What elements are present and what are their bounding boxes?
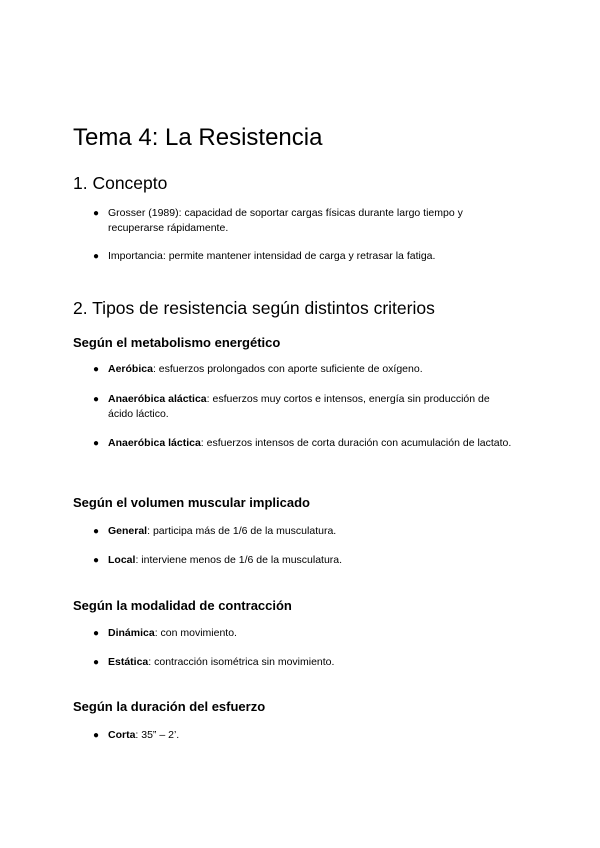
bullet-icon: ● bbox=[93, 555, 100, 566]
list-item-text: Importancia: permite mantener intensidad de carga y retrasar la fatiga. bbox=[108, 250, 436, 262]
bullet-icon: ● bbox=[93, 364, 100, 375]
bullet-icon: ● bbox=[93, 526, 100, 537]
list-item-text: : participa más de 1/6 de la musculatura. bbox=[147, 525, 337, 537]
list-item-text: : con movimiento. bbox=[154, 627, 237, 639]
list-item-text: : 35” – 2’. bbox=[135, 729, 180, 741]
section-heading-tipos: 2. Tipos de resistencia según distintos criterios bbox=[73, 298, 435, 318]
subsection-heading-volumen: Según el volumen muscular implicado bbox=[73, 495, 310, 510]
list-item-term: Estática bbox=[108, 656, 149, 668]
list-item bbox=[73, 655, 513, 670]
list-item-text: : interviene menos de 1/6 de la musculatura. bbox=[135, 554, 343, 566]
bullet-icon: ● bbox=[93, 438, 100, 449]
list-item bbox=[73, 392, 513, 422]
list-item-text: : contracción isométrica sin movimiento. bbox=[148, 656, 335, 668]
list-item bbox=[73, 553, 513, 568]
page-title: Tema 4: La Resistencia bbox=[73, 124, 323, 151]
list-item-term: Dinámica bbox=[108, 627, 155, 639]
list-item-term: Anaeróbica aláctica bbox=[108, 393, 207, 405]
bullet-icon: ● bbox=[93, 208, 100, 219]
subsection-heading-duracion: Según la duración del esfuerzo bbox=[73, 699, 266, 714]
list-item bbox=[73, 249, 513, 264]
list-item-term: Aeróbica bbox=[108, 363, 153, 375]
list-item-text: Grosser (1989): capacidad de soportar cargas físicas durante largo tiempo y recuperarse rápidamente. bbox=[108, 207, 463, 234]
subsection-heading-metabolismo: Según el metabolismo energético bbox=[73, 335, 281, 350]
list-item bbox=[73, 626, 513, 641]
list-item-text: : esfuerzos muy cortos e intensos, energía sin producción de ácido láctico. bbox=[108, 393, 490, 420]
list-item-text: : esfuerzos prolongados con aporte suficiente de oxígeno. bbox=[152, 363, 423, 375]
subsection-heading-contraccion: Según la modalidad de contracción bbox=[73, 598, 292, 613]
list-item-text: : esfuerzos intensos de corta duración con acumulación de lactato. bbox=[200, 437, 512, 449]
list-item-term: General bbox=[108, 525, 148, 537]
bullet-icon: ● bbox=[93, 394, 100, 405]
bullet-icon: ● bbox=[93, 657, 100, 668]
list-item-term: Local bbox=[108, 554, 136, 566]
bullet-icon: ● bbox=[93, 730, 100, 741]
list-item bbox=[73, 436, 513, 451]
list-item-term: Anaeróbica láctica bbox=[108, 437, 201, 449]
list-item bbox=[73, 206, 513, 236]
list-item bbox=[73, 524, 513, 539]
bullet-icon: ● bbox=[93, 251, 100, 262]
section-heading-concepto: 1. Concepto bbox=[73, 173, 168, 193]
list-item-term: Corta bbox=[108, 729, 136, 741]
list-item bbox=[73, 362, 513, 377]
list-item bbox=[73, 728, 513, 743]
bullet-icon: ● bbox=[93, 628, 100, 639]
